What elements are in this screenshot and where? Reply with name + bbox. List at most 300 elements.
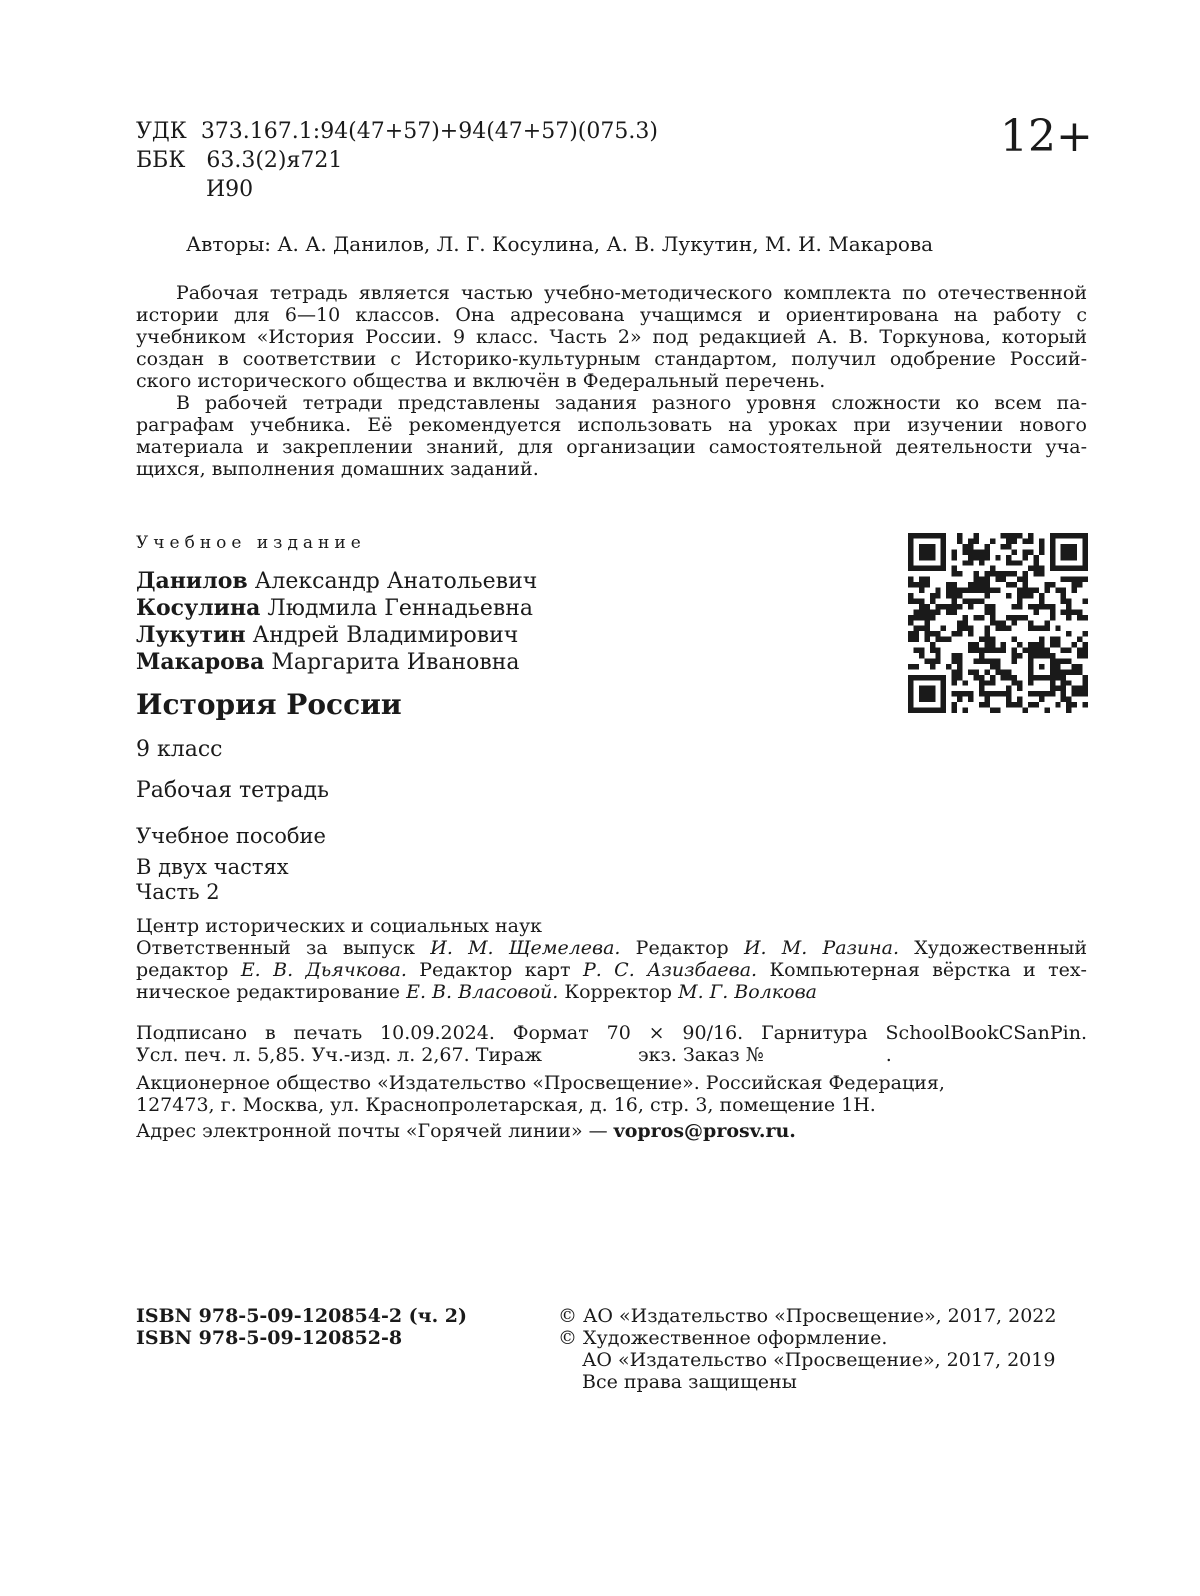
isbn-line: ISBN 978-5-09-120852-8 <box>136 1327 403 1349</box>
qr-module <box>919 691 924 696</box>
qr-module <box>1028 680 1033 685</box>
qr-module <box>1061 609 1066 614</box>
qr-module <box>1072 691 1077 696</box>
qr-module <box>1023 549 1028 554</box>
qr-module <box>984 582 989 587</box>
qr-module <box>924 533 929 538</box>
qr-module <box>1044 588 1049 593</box>
qr-module <box>1083 675 1088 680</box>
qr-module <box>1055 626 1060 631</box>
credits-person: Е. В. Дьячкова. <box>240 959 407 981</box>
qr-module <box>1006 560 1011 565</box>
author-names: Людмила Геннадьевна <box>267 596 534 621</box>
qr-module <box>930 642 935 647</box>
qr-module <box>941 708 946 713</box>
qr-module <box>1006 544 1011 549</box>
qr-module <box>1012 571 1017 576</box>
qr-module <box>952 680 957 685</box>
qr-module <box>995 664 1000 669</box>
qr-code-icon <box>908 533 1088 713</box>
qr-module <box>968 549 973 554</box>
qr-module <box>1001 533 1006 538</box>
qr-module <box>984 680 989 685</box>
qr-module <box>952 588 957 593</box>
qr-module <box>946 664 951 669</box>
qr-module <box>968 538 973 543</box>
qr-module <box>908 615 913 620</box>
qr-module <box>919 598 924 603</box>
author-names: Маргарита Ивановна <box>271 650 520 675</box>
qr-module <box>935 566 940 571</box>
qr-module <box>1072 702 1077 707</box>
qr-module <box>1039 648 1044 653</box>
qr-module <box>1012 637 1017 642</box>
qr-module <box>908 577 913 582</box>
qr-module <box>1072 588 1077 593</box>
author-full-name <box>136 649 537 676</box>
credits-text: ническое редактирование <box>136 981 407 1003</box>
qr-module <box>952 653 957 658</box>
qr-module <box>1077 691 1082 696</box>
qr-module <box>1006 697 1011 702</box>
qr-module <box>941 686 946 691</box>
annotation-line: Рабочая тетрадь является частью учебно-методического комплекта по отечественной <box>176 282 1087 304</box>
qr-module <box>952 598 957 603</box>
qr-module <box>995 555 1000 560</box>
qr-module <box>979 686 984 691</box>
qr-module <box>979 658 984 663</box>
qr-module <box>1066 609 1071 614</box>
qr-module <box>1061 549 1066 554</box>
qr-module <box>1017 642 1022 647</box>
publisher-email-line <box>136 1120 1087 1142</box>
qr-module <box>1083 549 1088 554</box>
qr-module <box>1012 648 1017 653</box>
qr-module <box>1083 566 1088 571</box>
print-info <box>136 1022 1087 1066</box>
bbk-value: 63.3(2)я721 <box>206 148 343 173</box>
annotation-line: создан в соответствии с Историко-культурным стандартом, получил одобрение Россий- <box>136 348 1087 370</box>
qr-module <box>1066 555 1071 560</box>
qr-module <box>1023 593 1028 598</box>
qr-module <box>1066 566 1071 571</box>
qr-module <box>924 658 929 663</box>
qr-module <box>984 631 989 636</box>
qr-module <box>1033 555 1038 560</box>
qr-module <box>1083 680 1088 685</box>
qr-module <box>1061 544 1066 549</box>
qr-module <box>1050 653 1055 658</box>
qr-module <box>941 538 946 543</box>
author-full-name <box>136 568 537 595</box>
email-link[interactable]: vopros@prosv.ru. <box>613 1120 796 1142</box>
qr-module <box>957 571 962 576</box>
qr-module <box>908 680 913 685</box>
qr-module <box>1012 560 1017 565</box>
qr-module <box>1066 658 1071 663</box>
qr-module <box>990 664 995 669</box>
qr-module <box>1039 637 1044 642</box>
qr-module <box>1012 675 1017 680</box>
qr-module <box>1006 615 1011 620</box>
qr-module <box>935 609 940 614</box>
qr-module <box>995 669 1000 674</box>
qr-module <box>984 702 989 707</box>
qr-module <box>1001 648 1006 653</box>
qr-module <box>984 626 989 631</box>
qr-module <box>1033 571 1038 576</box>
qr-module <box>979 637 984 642</box>
qr-module <box>930 648 935 653</box>
qr-module <box>1006 691 1011 696</box>
book-type: Рабочая тетрадь <box>136 778 330 803</box>
qr-module <box>908 560 913 565</box>
qr-module <box>930 549 935 554</box>
qr-module <box>990 571 995 576</box>
qr-module <box>963 708 968 713</box>
qr-module <box>990 691 995 696</box>
qr-module <box>1083 631 1088 636</box>
qr-module <box>935 708 940 713</box>
qr-module <box>1050 691 1055 696</box>
qr-module <box>941 626 946 631</box>
credits-text: Редактор <box>620 937 744 959</box>
qr-module <box>952 675 957 680</box>
qr-module <box>1083 555 1088 560</box>
qr-module <box>979 549 984 554</box>
qr-module <box>1055 533 1060 538</box>
credits-line <box>136 981 1087 1003</box>
qr-module <box>957 533 962 538</box>
qr-module <box>984 609 989 614</box>
qr-module <box>1006 582 1011 587</box>
qr-module <box>1061 691 1066 696</box>
qr-module <box>984 549 989 554</box>
qr-module <box>1072 577 1077 582</box>
qr-module <box>913 675 918 680</box>
qr-module <box>1077 653 1082 658</box>
qr-module <box>1077 664 1082 669</box>
qr-module <box>1077 615 1082 620</box>
qr-module <box>1050 637 1055 642</box>
annotation-line: материала и закреплении знаний, для организации самостоятельной деятельности уча- <box>136 436 1087 458</box>
qr-module <box>1017 702 1022 707</box>
qr-module <box>952 609 957 614</box>
qr-module <box>1012 538 1017 543</box>
qr-module <box>973 549 978 554</box>
qr-module <box>995 571 1000 576</box>
qr-module <box>1083 642 1088 647</box>
qr-module <box>957 664 962 669</box>
qr-module <box>1072 664 1077 669</box>
qr-module <box>908 637 913 642</box>
qr-module <box>1012 620 1017 625</box>
qr-module <box>968 626 973 631</box>
authors-line: Авторы: А. А. Данилов, Л. Г. Косулина, А. В. Лукутин, М. И. Макарова <box>186 232 934 256</box>
qr-module <box>1039 691 1044 696</box>
qr-module <box>963 615 968 620</box>
credits-person: М. Г. Волкова <box>678 981 817 1003</box>
credits-text: редактор <box>136 959 241 981</box>
qr-module <box>1023 615 1028 620</box>
qr-module <box>941 680 946 685</box>
author-sign: И90 <box>206 177 254 202</box>
qr-module <box>941 560 946 565</box>
qr-module <box>973 571 978 576</box>
qr-module <box>995 577 1000 582</box>
qr-module <box>1012 680 1017 685</box>
qr-module <box>1083 691 1088 696</box>
qr-module <box>1066 604 1071 609</box>
print-info-line: Подписано в печать 10.09.2024. Формат 70 × 90/16. Гарнитура SchoolBookCSanPin. <box>136 1022 1087 1044</box>
qr-module <box>957 675 962 680</box>
qr-module <box>968 560 973 565</box>
qr-module <box>930 631 935 636</box>
qr-module <box>913 648 918 653</box>
qr-module <box>963 598 968 603</box>
qr-module <box>935 675 940 680</box>
qr-module <box>919 582 924 587</box>
author-surname: Косулина <box>136 595 261 621</box>
qr-module <box>968 582 973 587</box>
qr-module <box>1055 664 1060 669</box>
qr-module <box>1012 549 1017 554</box>
credits-text: Художественный <box>899 937 1088 959</box>
qr-module <box>952 691 957 696</box>
qr-module <box>1017 604 1022 609</box>
qr-module <box>1072 669 1077 674</box>
qr-module <box>1077 533 1082 538</box>
qr-module <box>979 615 984 620</box>
qr-module <box>1033 604 1038 609</box>
qr-module <box>1033 588 1038 593</box>
print-info-text: Усл. печ. л. 5,85. Уч.-изд. л. 2,67. Тираж <box>136 1044 542 1066</box>
author-surname: Макарова <box>136 649 265 675</box>
qr-module <box>908 533 913 538</box>
qr-module <box>930 697 935 702</box>
copyright-line: © Художественное оформление. <box>558 1327 888 1349</box>
bbk-line <box>136 147 342 175</box>
qr-module <box>979 598 984 603</box>
qr-module <box>1012 653 1017 658</box>
qr-module <box>990 658 995 663</box>
qr-module <box>1077 686 1082 691</box>
qr-module <box>935 533 940 538</box>
qr-module <box>1039 566 1044 571</box>
qr-module <box>979 577 984 582</box>
qr-module <box>979 675 984 680</box>
qr-module <box>1055 675 1060 680</box>
print-info-text: . <box>885 1044 892 1066</box>
qr-module <box>984 648 989 653</box>
qr-module <box>990 708 995 713</box>
qr-module <box>1023 577 1028 582</box>
qr-module <box>1039 697 1044 702</box>
qr-module <box>1083 615 1088 620</box>
isbn-line: ISBN 978-5-09-120854-2 (ч. 2) <box>136 1305 468 1327</box>
qr-module <box>1061 588 1066 593</box>
qr-module <box>1001 675 1006 680</box>
qr-module <box>1001 577 1006 582</box>
qr-module <box>919 549 924 554</box>
qr-module <box>1017 680 1022 685</box>
qr-module <box>973 533 978 538</box>
qr-module <box>1039 604 1044 609</box>
qr-module <box>924 697 929 702</box>
qr-module <box>1044 708 1049 713</box>
qr-module <box>1001 669 1006 674</box>
qr-module <box>1072 686 1077 691</box>
qr-module <box>1006 571 1011 576</box>
qr-module <box>941 604 946 609</box>
qr-module <box>930 686 935 691</box>
qr-module <box>1083 686 1088 691</box>
qr-module <box>968 648 973 653</box>
qr-module <box>1028 702 1033 707</box>
qr-module <box>1023 648 1028 653</box>
qr-module <box>968 598 973 603</box>
qr-module <box>924 626 929 631</box>
qr-module <box>1044 691 1049 696</box>
qr-module <box>1028 620 1033 625</box>
qr-module <box>1017 653 1022 658</box>
qr-module <box>1001 642 1006 647</box>
qr-module <box>1039 593 1044 598</box>
qr-module <box>913 533 918 538</box>
qr-module <box>1077 566 1082 571</box>
author-full-name <box>136 622 537 649</box>
qr-module <box>919 708 924 713</box>
isbn-block <box>136 1305 467 1349</box>
book-kind: Учебное пособие <box>136 824 326 848</box>
qr-module <box>1001 626 1006 631</box>
qr-module <box>995 648 1000 653</box>
qr-module <box>979 588 984 593</box>
qr-module <box>1033 648 1038 653</box>
qr-module <box>1039 544 1044 549</box>
qr-module <box>1028 642 1033 647</box>
qr-module <box>919 653 924 658</box>
qr-module <box>1012 658 1017 663</box>
qr-module <box>930 675 935 680</box>
qr-module <box>919 566 924 571</box>
qr-module <box>1083 598 1088 603</box>
qr-module <box>1050 686 1055 691</box>
qr-module <box>908 702 913 707</box>
qr-module <box>946 604 951 609</box>
qr-module <box>1055 588 1060 593</box>
qr-module <box>1017 588 1022 593</box>
qr-module <box>957 669 962 674</box>
qr-module <box>1061 680 1066 685</box>
qr-module <box>1066 577 1071 582</box>
qr-module <box>1072 609 1077 614</box>
qr-module <box>930 615 935 620</box>
qr-module <box>990 615 995 620</box>
qr-module <box>1055 637 1060 642</box>
qr-module <box>952 669 957 674</box>
copyright-line: Все права защищены <box>582 1371 797 1393</box>
qr-module <box>984 604 989 609</box>
qr-module <box>924 615 929 620</box>
qr-module <box>946 593 951 598</box>
qr-module <box>930 593 935 598</box>
qr-module <box>1044 604 1049 609</box>
qr-module <box>1028 653 1033 658</box>
qr-module <box>930 544 935 549</box>
qr-module <box>941 549 946 554</box>
qr-module <box>968 604 973 609</box>
qr-module <box>919 626 924 631</box>
qr-module <box>1072 566 1077 571</box>
qr-module <box>924 549 929 554</box>
credits <box>136 915 1087 1003</box>
qr-module <box>1033 702 1038 707</box>
qr-module <box>1066 669 1071 674</box>
qr-module <box>995 708 1000 713</box>
book-part: Часть 2 <box>136 880 220 904</box>
qr-module <box>1039 538 1044 543</box>
qr-module <box>1077 669 1082 674</box>
qr-module <box>941 544 946 549</box>
qr-module <box>963 544 968 549</box>
qr-module <box>908 598 913 603</box>
qr-module <box>1061 593 1066 598</box>
qr-module <box>984 588 989 593</box>
qr-module <box>1061 697 1066 702</box>
qr-module <box>1083 648 1088 653</box>
qr-module <box>973 642 978 647</box>
qr-module <box>1006 626 1011 631</box>
qr-module <box>1012 582 1017 587</box>
qr-module <box>1066 544 1071 549</box>
credits-text: Компьютерная вёрстка и тех- <box>757 959 1087 981</box>
qr-module <box>1050 560 1055 565</box>
qr-module <box>930 598 935 603</box>
qr-module <box>1028 549 1033 554</box>
qr-module <box>990 566 995 571</box>
publisher <box>136 1072 1087 1142</box>
qr-module <box>1077 609 1082 614</box>
qr-module <box>1028 533 1033 538</box>
qr-module <box>1017 697 1022 702</box>
qr-module <box>990 604 995 609</box>
qr-module <box>1023 571 1028 576</box>
qr-module <box>1066 631 1071 636</box>
qr-module <box>973 555 978 560</box>
qr-module <box>973 588 978 593</box>
qr-module <box>1050 566 1055 571</box>
qr-module <box>1033 609 1038 614</box>
qr-module <box>957 653 962 658</box>
qr-module <box>1017 533 1022 538</box>
qr-module <box>1028 648 1033 653</box>
qr-module <box>1066 708 1071 713</box>
qr-module <box>1072 533 1077 538</box>
qr-module <box>990 675 995 680</box>
qr-module <box>908 538 913 543</box>
credits-person: Е. В. Власовой. <box>406 981 559 1003</box>
qr-module <box>913 664 918 669</box>
email-label: Адрес электронной почты «Горячей линии» — <box>136 1120 614 1142</box>
qr-module <box>913 637 918 642</box>
qr-module <box>1050 658 1055 663</box>
qr-module <box>1001 544 1006 549</box>
age-rating: 12+ <box>1000 111 1093 162</box>
qr-module <box>941 533 946 538</box>
qr-module <box>979 680 984 685</box>
qr-module <box>1072 544 1077 549</box>
